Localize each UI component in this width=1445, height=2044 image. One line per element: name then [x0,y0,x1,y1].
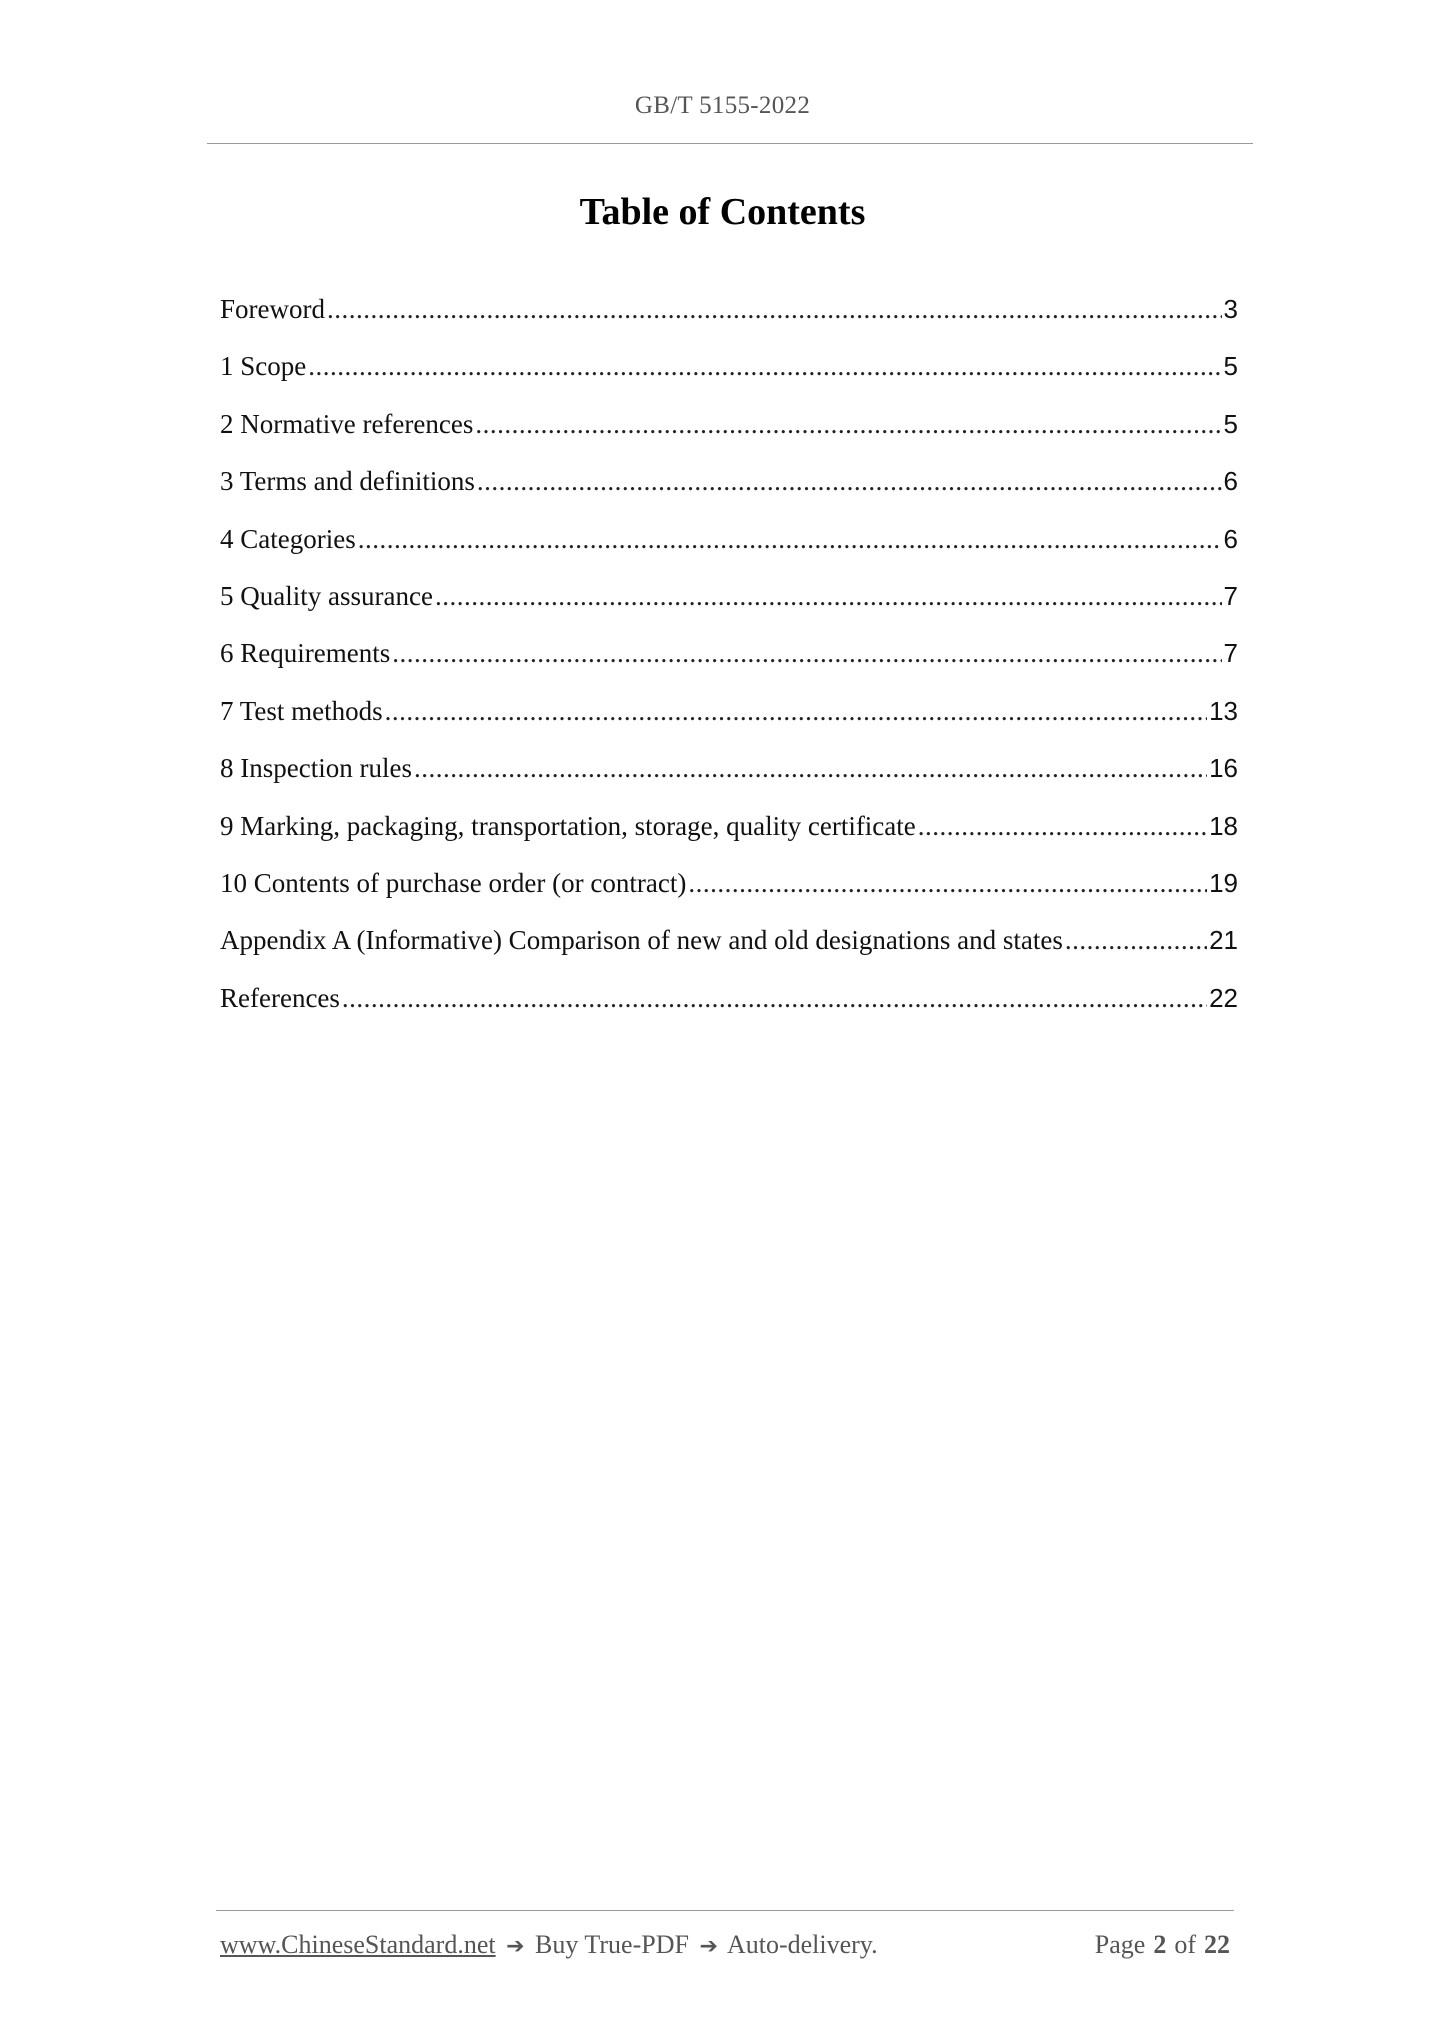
toc-entry-label: Appendix A (Informative) Comparison of new and old designations and states [220,925,1063,956]
toc-entry-label: 8 Inspection rules [220,753,412,784]
table-of-contents [220,294,1238,1040]
page-word: Page [1094,1930,1146,1959]
toc-entry-label: 6 Requirements [220,638,391,669]
toc-entry-label: 3 Terms and definitions [220,466,475,497]
toc-entry-test-methods[interactable] [220,696,1238,753]
toc-entry-page: 3 [1223,294,1238,324]
of-word: of [1174,1930,1196,1959]
toc-entry-label: 9 Marking, packaging, transportation, storage, quality certificate [220,810,916,841]
dot-leader [342,983,1207,1014]
toc-entry-quality-assurance[interactable] [220,581,1238,638]
page-title: Table of Contents [579,191,866,233]
buy-pdf-text: Buy True-PDF [535,1930,689,1959]
dot-leader [385,696,1207,727]
toc-entry-label: 10 Contents of purchase order (or contract) [220,867,687,898]
right-arrow-icon: ➔ [699,1934,718,1959]
header-divider [207,143,1253,144]
total-page-count: 22 [1204,1930,1230,1959]
toc-entry-page: 18 [1209,810,1238,841]
page-footer [220,1930,1230,1960]
dot-leader [358,524,1222,555]
right-arrow-icon: ➔ [506,1934,525,1959]
page-indicator [1095,1930,1230,1960]
dot-leader [435,581,1222,612]
toc-entry-page: 21 [1209,925,1238,956]
dot-leader [475,409,1221,440]
current-page-number: 2 [1153,1930,1167,1959]
toc-entry-marking-packaging[interactable] [220,811,1238,868]
toc-entry-purchase-order[interactable] [220,868,1238,925]
auto-delivery-text: Auto-delivery. [726,1930,878,1959]
toc-entry-references[interactable] [220,983,1238,1040]
toc-entry-page: 6 [1223,466,1238,497]
toc-entry-scope[interactable] [220,351,1238,408]
toc-entry-terms-and-definitions[interactable] [220,466,1238,523]
toc-entry-page: 22 [1209,982,1238,1013]
dot-leader [1065,925,1207,956]
toc-entry-label: 5 Quality assurance [220,580,433,611]
toc-entry-normative-references[interactable] [220,409,1238,466]
toc-entry-page: 6 [1223,523,1238,554]
toc-entry-page: 16 [1209,753,1238,784]
toc-entry-inspection-rules[interactable] [220,753,1238,810]
toc-entry-page: 5 [1223,408,1238,439]
toc-entry-label: 2 Normative references [220,408,474,439]
toc-entry-label: 1 Scope [220,351,307,382]
footer-promo [220,1930,878,1960]
dot-leader [392,638,1221,669]
dot-leader [918,811,1207,842]
toc-entry-appendix-a[interactable] [220,925,1238,982]
footer-divider [216,1910,1234,1911]
toc-entry-label: Foreword [220,294,325,324]
toc-entry-page: 19 [1209,867,1238,898]
toc-entry-label: 7 Test methods [220,695,383,726]
toc-entry-label: 4 Categories [220,523,356,554]
document-code: GB/T 5155-2022 [634,92,811,119]
toc-entry-label: References [220,982,340,1013]
dot-leader [327,294,1222,325]
dot-leader [414,753,1207,784]
toc-entry-page: 13 [1209,695,1238,726]
toc-entry-page: 7 [1223,638,1238,669]
dot-leader [308,351,1221,382]
toc-entry-requirements[interactable] [220,638,1238,695]
dot-leader [477,466,1222,497]
toc-entry-page: 7 [1223,580,1238,611]
toc-entry-foreword[interactable] [220,294,1238,351]
website-link[interactable]: www.ChineseStandard.net [220,1930,496,1959]
toc-entry-page: 5 [1223,351,1238,382]
dot-leader [688,868,1207,899]
toc-entry-categories[interactable] [220,524,1238,581]
